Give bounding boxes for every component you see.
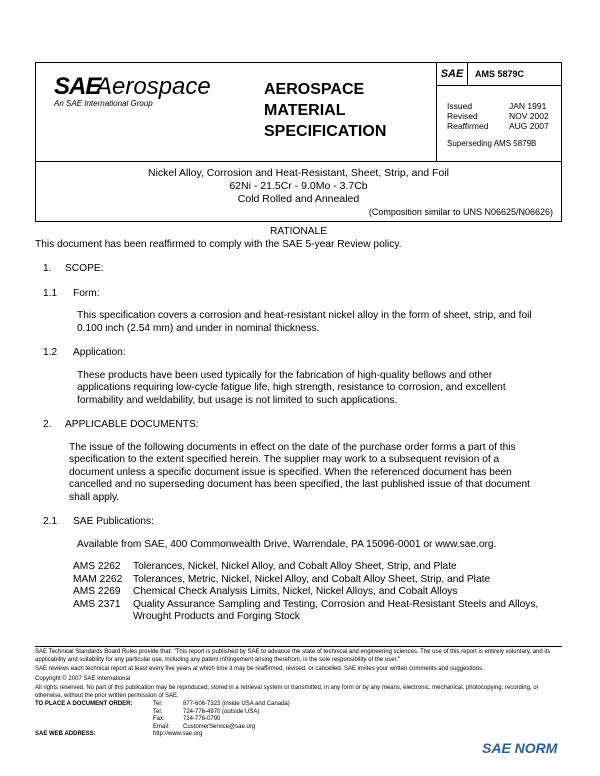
section-2-heading	[35, 419, 562, 432]
meta-key: Issued	[447, 101, 473, 111]
title-line-2: 62Ni - 21.5Cr - 9.0Mo - 3.7Cb	[229, 180, 368, 192]
order-contact-row	[35, 701, 562, 709]
section-1-2-text: These products have been used typically for the fabrication of high-quality bellows and other applications requiring low-cycle fatigue life, high strength, resistance to corrosion, and excellent formability and weldability, but usage is not limited to such applications.	[77, 369, 506, 406]
spacer	[35, 709, 153, 717]
spec-info-cell	[436, 63, 562, 161]
logo-subtitle: An SAE International Group	[54, 99, 153, 108]
reference-documents-list	[35, 561, 562, 624]
meta-value: NOV 2002	[509, 111, 549, 121]
contact-key: Fax:	[153, 716, 165, 722]
title-line-1: Nickel Alloy, Corrosion and Heat-Resistant, Sheet, Strip, and Foil	[148, 167, 449, 179]
meta-row	[447, 101, 557, 111]
list-item	[73, 586, 562, 599]
section-number: 1.2	[43, 347, 58, 358]
list-item	[73, 561, 562, 574]
section-title: Application:	[73, 347, 126, 358]
doc-description: Chemical Check Analysis Limits, Nickel, Nickel Alloys, and Cobalt Alloys	[133, 586, 458, 597]
logo	[36, 63, 246, 161]
footer-divider	[35, 646, 562, 647]
footer-review-note: SAE reviews each technical report at least every five years at which time it may be reaffirmed, revised, or cancelled. SAE invites your written comments and suggestions.	[35, 666, 484, 672]
contact-value: 724-776-4970 (outside USA)	[183, 708, 260, 715]
meta-key: Reaffirmed	[447, 121, 489, 131]
section-number: 1.	[43, 263, 52, 274]
section-title: APPLICABLE DOCUMENTS:	[65, 419, 199, 430]
doc-description: Tolerances, Nickel, Nickel Alloy, and Cobalt Alloy Sheet, Strip, and Plate	[133, 561, 457, 572]
doc-description: Quality Assurance Sampling and Testing, Corrosion and Heat-Resistant Steels and Alloys, Wrought Products and Forging Stock	[133, 598, 539, 622]
contact-value: CustomerService@sae.org	[183, 723, 256, 730]
meta-value: JAN 1991	[509, 101, 547, 111]
doc-code: AMS 2262	[73, 561, 121, 572]
rationale-text: This document has been reaffirmed to comply with the SAE 5-year Review policy.	[35, 238, 402, 250]
section-title: SAE Publications:	[73, 516, 154, 527]
web-label: SAE WEB ADDRESS:	[35, 731, 96, 737]
doc-code: AMS 2269	[73, 586, 121, 597]
meta-value: AUG 2007	[509, 121, 549, 131]
title-cell	[246, 63, 436, 161]
order-contact-row	[35, 716, 562, 724]
section-1-heading	[35, 263, 562, 276]
order-label: TO PLACE A DOCUMENT ORDER:	[35, 701, 133, 707]
sae-norm-logo	[482, 740, 557, 756]
issue-dates	[447, 101, 557, 131]
footer	[35, 646, 562, 739]
section-title: SCOPE:	[65, 263, 104, 274]
spacer	[35, 724, 153, 732]
section-1-1-text: This specification covers a corrosion and heat-resistant nickel alloy in the form of sheet, strip, and foil 0.100 inch (2.54 mm) and under in nominal thickness.	[77, 310, 532, 334]
section-2-text: The issue of the following documents in effect on the date of the purchase order forms a part of this specification to the extent specified herein. The supplier may work to a subsequent revision of a document unless a specific document issue is specified. When the referenced document has been cancelled and no superseding document has been specified, the last published issue of that document shall apply.	[69, 441, 531, 503]
brand-text: SAE NORM	[482, 740, 558, 756]
doc-code: AMS 2371	[73, 598, 121, 610]
footer-disclaimer: SAE Technical Standards Board Rules provide that: "This report is published by SAE to advance the state of technical and engineering sciences. The use of this report is entirely voluntary, and its applicability and suitability for any particular use, including any patent infringement arising therefrom, is the sole responsibility of the user."	[35, 649, 551, 663]
contact-key: Email:	[153, 723, 170, 730]
spec-number-box	[437, 63, 562, 86]
meta-row	[447, 121, 557, 131]
list-item	[73, 599, 562, 624]
doc-code: MAM 2262	[73, 573, 123, 585]
order-contact-row	[35, 709, 562, 717]
logo-sae-text: SAE	[54, 73, 101, 100]
logo-aerospace-text: Aerospace	[96, 73, 211, 100]
footer-copyright: Copyright © 2007 SAE International	[35, 675, 131, 682]
superseding-note: Superseding AMS 5879B	[447, 139, 537, 148]
web-address-row	[35, 731, 562, 739]
composition-note: (Composition similar to UNS N06625/N06626)	[368, 207, 553, 217]
section-2-1-text: Available from SAE, 400 Commonwealth Drive, Warrendale, PA 15096-0001 or www.sae.org.	[77, 538, 497, 550]
footer-rights: All rights reserved. No part of this publication may be reproduced, stored in a retrieval system or transmitted, in any form or by any means, electronic, mechanical, photocopying, recording, or otherwise, without the prior written permission of SAE.	[35, 685, 539, 699]
title-line-3: Cold Rolled and Annealed	[237, 193, 360, 205]
document-title-block	[35, 162, 562, 222]
contact-value: 877-606-7323 (inside USA and Canada)	[183, 701, 290, 707]
meta-row	[447, 111, 557, 121]
section-title: Form:	[73, 287, 100, 299]
header-box	[35, 62, 562, 162]
contact-key: Tel:	[153, 708, 163, 715]
web-address-link[interactable]: http://www.sae.org	[153, 731, 203, 737]
section-2-1-heading	[35, 516, 562, 529]
section-number: 2.1	[43, 516, 58, 527]
contact-key: Tel:	[153, 701, 163, 707]
spec-number: AMS 5879C	[475, 69, 525, 79]
meta-key: Revised	[447, 111, 478, 121]
section-1-2-heading	[35, 347, 562, 360]
contact-value: 724-776-0790	[183, 716, 221, 722]
section-1-1-heading	[35, 288, 562, 301]
sae-mini-logo: SAE	[437, 63, 468, 85]
spacer	[35, 716, 153, 724]
section-number: 1.1	[43, 287, 58, 299]
document-body	[35, 222, 562, 624]
rationale-heading: RATIONALE	[270, 226, 327, 237]
document-type-title: AEROSPACE MATERIAL SPECIFICATION	[264, 81, 387, 140]
list-item	[73, 574, 562, 587]
order-contact-row	[35, 724, 562, 732]
doc-description: Tolerances, Metric, Nickel, Nickel Alloy, and Cobalt Alloy Sheet, Strip, and Plate	[133, 573, 491, 585]
section-number: 2.	[43, 419, 52, 430]
